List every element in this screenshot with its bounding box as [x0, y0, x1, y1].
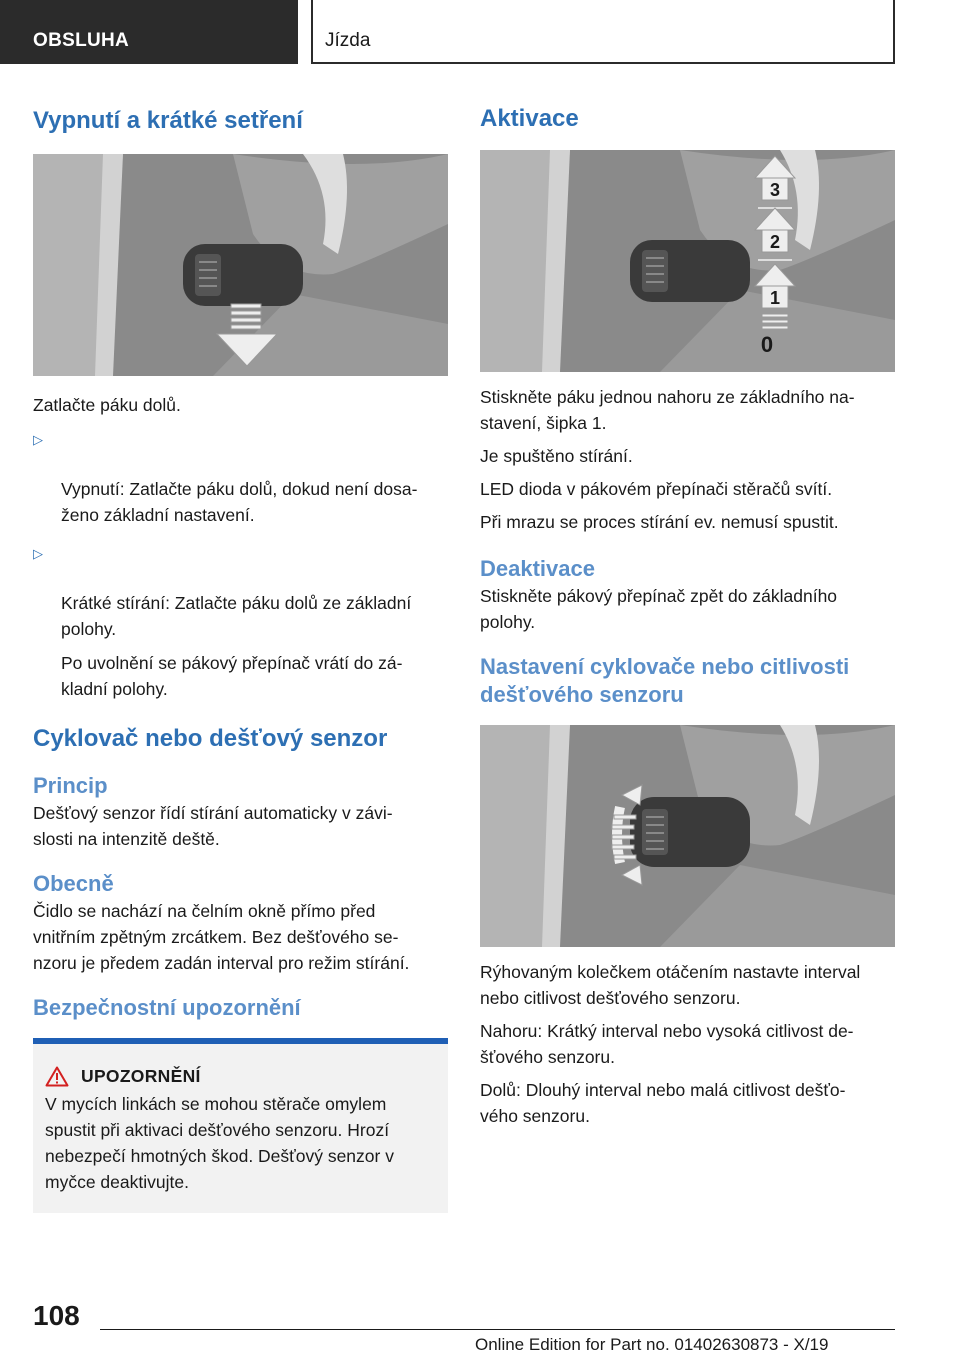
text-aktivace-3: LED dioda v pákovém přepínači stěračů svítí. — [480, 479, 833, 499]
page-number: 108 — [33, 1300, 80, 1331]
heading-vypnuti: Vypnutí a krátké setření — [33, 107, 303, 134]
text-nastaveni-3: Dolů: Dlouhý interval nebo malá citlivost dešťo- vého senzoru. — [480, 1080, 846, 1126]
position-label-0: 0 — [760, 332, 774, 357]
warning-header — [45, 1066, 436, 1087]
heading-aktivace: Aktivace — [480, 105, 579, 132]
section-tab — [0, 0, 298, 64]
heading-deaktivace: Deaktivace — [480, 556, 595, 581]
triangle-bullet-icon: ▷ — [33, 546, 43, 561]
arrow-label-1: 1 — [769, 288, 781, 308]
section-title: OBSLUHA — [33, 30, 130, 51]
warning-text: V mycích linkách se mohou stěrače omylem spustit při aktivaci dešťového senzoru. Hrozí nebezpečí hmotných škod. Dešťový senzor v myčce deaktivujte. — [45, 1094, 394, 1192]
footer-divider — [100, 1329, 895, 1330]
text-nastaveni-1: Rýhovaným kolečkem otáčením nastavte interval nebo citlivost dešťového senzoru. — [480, 962, 861, 1008]
left-column — [33, 100, 448, 1213]
heading-obecne: Obecně — [33, 871, 114, 896]
text-deaktivace: Stiskněte pákový přepínač zpět do základního polohy. — [480, 586, 838, 632]
warning-title: UPOZORNĚNÍ — [81, 1066, 201, 1086]
bullet-text: Vypnutí: Zatlačte páku dolů, dokud není dosa- ženo základní nastavení. — [61, 479, 418, 525]
heading-nastaveni: Nastavení cyklovače nebo citlivosti dešťového senzoru — [480, 654, 850, 707]
warning-triangle-icon — [45, 1066, 69, 1087]
release-note: Po uvolnění se pákový přepínač vrátí do zá- kladní polohy. — [61, 653, 403, 699]
warning-box — [33, 1038, 448, 1213]
text-obecne: Čidlo se nachází na čelním okně přímo před vnitřním zpětným zrcátkem. Bez dešťového se- nzoru je předem zadán interval pro režim stírání. — [33, 901, 410, 973]
text-nastaveni-2: Nahoru: Krátký interval nebo vysoká citlivost de- šťového senzoru. — [480, 1021, 854, 1067]
right-column — [480, 100, 895, 1129]
heading-bezpecnost: Bezpečnostní upozornění — [33, 995, 301, 1020]
figure-lever-up — [480, 150, 895, 372]
text-aktivace-1: Stiskněte páku jednou nahoru ze základního na- stavení, šipka 1. — [480, 387, 855, 433]
text-princip: Dešťový senzor řídí stírání automaticky v závi- slosti na intenzitě deště. — [33, 803, 393, 849]
footer-edition: Online Edition for Part no. 01402630873 - X/19 — [475, 1335, 829, 1354]
bullet-kratke — [33, 538, 448, 642]
heading-princip: Princip — [33, 773, 108, 798]
arrow-label-3: 3 — [769, 180, 781, 200]
caption-lever-down: Zatlačte páku dolů. — [33, 395, 181, 415]
chapter-header — [311, 0, 895, 64]
heading-cyklovac: Cyklovač nebo dešťový senzor — [33, 725, 388, 752]
text-aktivace-2: Je spuštěno stírání. — [480, 446, 633, 466]
chapter-title: Jízda — [325, 30, 371, 51]
arrow-label-2: 2 — [769, 232, 781, 252]
text-aktivace-4: Při mrazu se proces stírání ev. nemusí spustit. — [480, 512, 839, 532]
figure-wheel — [480, 725, 895, 947]
bullet-text: Krátké stírání: Zatlačte páku dolů ze základní polohy. — [61, 593, 412, 639]
triangle-bullet-icon: ▷ — [33, 432, 43, 447]
bullet-vypnuti — [33, 424, 448, 528]
figure-lever-down — [33, 154, 448, 376]
